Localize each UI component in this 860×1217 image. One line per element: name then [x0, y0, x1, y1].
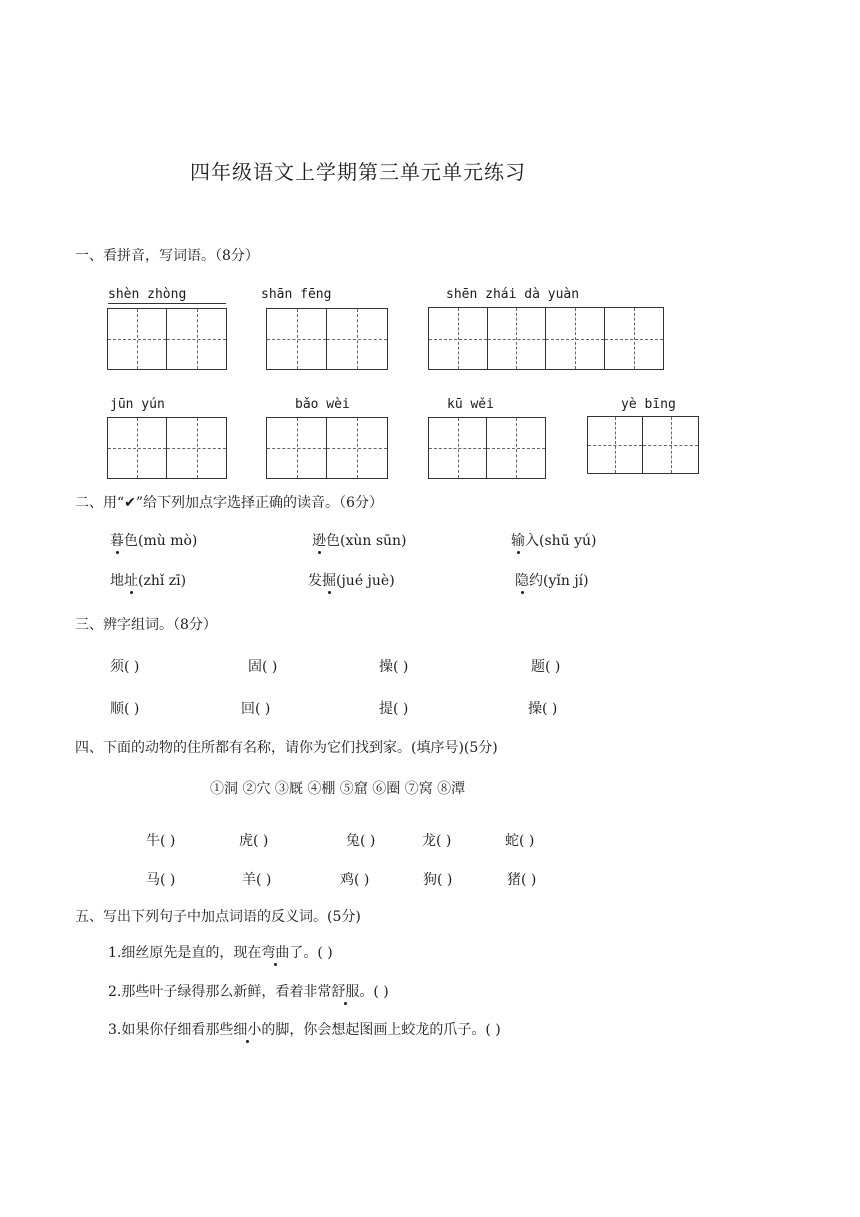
write-grid-1[interactable]	[107, 308, 227, 370]
word-group-blank[interactable]: 操( )	[379, 659, 409, 675]
section-3-heading: 三、辨字组词。（8分）	[75, 617, 217, 633]
grid-cell[interactable]	[605, 308, 664, 369]
dotted-char: 暮	[110, 530, 124, 550]
dotted-char: 址	[124, 570, 138, 590]
grid-cell[interactable]	[267, 309, 327, 369]
pinyin-word-6: kū wěi	[447, 397, 494, 412]
write-grid-7[interactable]	[587, 416, 699, 474]
antonym-sentence[interactable]	[108, 981, 389, 1001]
section-1-heading: 一、看拼音，写词语。（8分）	[75, 248, 259, 264]
item-options: 入(shū yú)	[525, 533, 597, 549]
dotted-char: 隐	[515, 570, 529, 590]
word-group-blank[interactable]: 顺( )	[110, 701, 140, 717]
pinyin-word-2: shān fēng	[261, 287, 332, 302]
sentence-text: 2.那些叶子绿得那么新鲜，看着非常	[108, 984, 332, 1000]
pinyin-word-1: shèn zhòng	[108, 287, 226, 304]
reading-item[interactable]	[515, 570, 589, 590]
animal-blank[interactable]: 虎( )	[239, 833, 269, 849]
antonym-sentence[interactable]	[108, 1019, 501, 1039]
item-options: 约(yǐn jí)	[529, 573, 589, 589]
reading-item[interactable]	[511, 530, 597, 550]
sentence-text: 1.细丝原先是直的，现在	[108, 945, 262, 961]
animal-blank[interactable]: 鸡( )	[340, 872, 370, 888]
word-group-blank[interactable]: 回( )	[241, 701, 271, 717]
section-4-heading: 四、下面的动物的住所都有名称，请你为它们找到家。(填序号)(5分)	[75, 740, 498, 756]
reading-item[interactable]	[110, 570, 186, 590]
pinyin-word-4: jūn yún	[110, 397, 165, 412]
grid-cell[interactable]	[546, 308, 605, 369]
sentence-blank: 了。( )	[289, 945, 333, 961]
animal-blank[interactable]: 马( )	[146, 872, 176, 888]
grid-cell[interactable]	[108, 418, 167, 478]
animal-blank[interactable]: 兔( )	[346, 833, 376, 849]
pinyin-word-7: yè bīng	[621, 397, 676, 412]
item-options: 色(mù mò)	[124, 533, 198, 549]
animal-blank[interactable]: 猪( )	[507, 872, 537, 888]
item-options: (zhǐ zī)	[138, 573, 187, 589]
grid-cell[interactable]	[588, 417, 643, 473]
grid-cell[interactable]	[429, 308, 488, 369]
item-options: 色(xùn sūn)	[326, 533, 407, 549]
grid-cell[interactable]	[167, 418, 226, 478]
word-group-blank[interactable]: 操( )	[528, 701, 558, 717]
reading-item[interactable]	[110, 530, 197, 550]
grid-cell[interactable]	[488, 308, 547, 369]
reading-item[interactable]	[308, 570, 395, 590]
grid-cell[interactable]	[487, 418, 545, 478]
sentence-blank: 。( )	[359, 984, 389, 1000]
animal-blank[interactable]: 羊( )	[242, 872, 272, 888]
animal-blank[interactable]: 龙( )	[422, 833, 452, 849]
section-2-heading: 二、用“✔”给下列加点字选择正确的读音。（6分）	[75, 495, 383, 511]
dotted-char: 逊	[312, 530, 326, 550]
word-group-blank[interactable]: 须( )	[110, 659, 140, 675]
dotted-char: 输	[511, 530, 525, 550]
word-group-blank[interactable]: 题( )	[531, 659, 561, 675]
section-5-heading: 五、写出下列句子中加点词语的反义词。(5分)	[75, 909, 361, 925]
grid-cell[interactable]	[167, 309, 226, 369]
item-options: (jué juè)	[336, 573, 395, 589]
dotted-word: 细小	[233, 1019, 261, 1039]
word-group-blank[interactable]: 提( )	[379, 701, 409, 717]
dotted-word: 舒服	[331, 981, 359, 1001]
reading-item[interactable]	[312, 530, 407, 550]
pinyin-word-3: shēn zhái dà yuàn	[446, 287, 580, 302]
antonym-sentence[interactable]	[108, 942, 333, 962]
write-grid-2[interactable]	[266, 308, 388, 370]
write-grid-5[interactable]	[266, 417, 388, 479]
animal-blank[interactable]: 牛( )	[146, 833, 176, 849]
write-grid-3[interactable]	[428, 307, 664, 370]
write-grid-6[interactable]	[428, 417, 546, 479]
grid-cell[interactable]	[327, 418, 387, 478]
home-options: ①洞 ②穴 ③厩 ④棚 ⑤窟 ⑥圈 ⑦窝 ⑧潭	[210, 781, 466, 797]
grid-cell[interactable]	[327, 309, 387, 369]
grid-cell[interactable]	[429, 418, 487, 478]
grid-cell[interactable]	[108, 309, 167, 369]
sentence-blank: 的脚，你会想起图画上蛟龙的爪子。( )	[261, 1022, 501, 1038]
grid-cell[interactable]	[643, 417, 698, 473]
word-group-blank[interactable]: 固( )	[248, 659, 278, 675]
animal-blank[interactable]: 狗( )	[423, 872, 453, 888]
write-grid-4[interactable]	[107, 417, 227, 479]
dotted-char: 掘	[322, 570, 336, 590]
sentence-text: 3.如果你仔细看那些	[108, 1022, 234, 1038]
pinyin-word-5: bǎo wèi	[295, 397, 350, 412]
item-text: 地	[110, 573, 124, 589]
item-text: 发	[308, 573, 322, 589]
grid-cell[interactable]	[267, 418, 327, 478]
animal-blank[interactable]: 蛇( )	[505, 833, 535, 849]
dotted-word: 弯曲	[261, 942, 289, 962]
page-title: 四年级语文上学期第三单元单元练习	[190, 160, 526, 184]
